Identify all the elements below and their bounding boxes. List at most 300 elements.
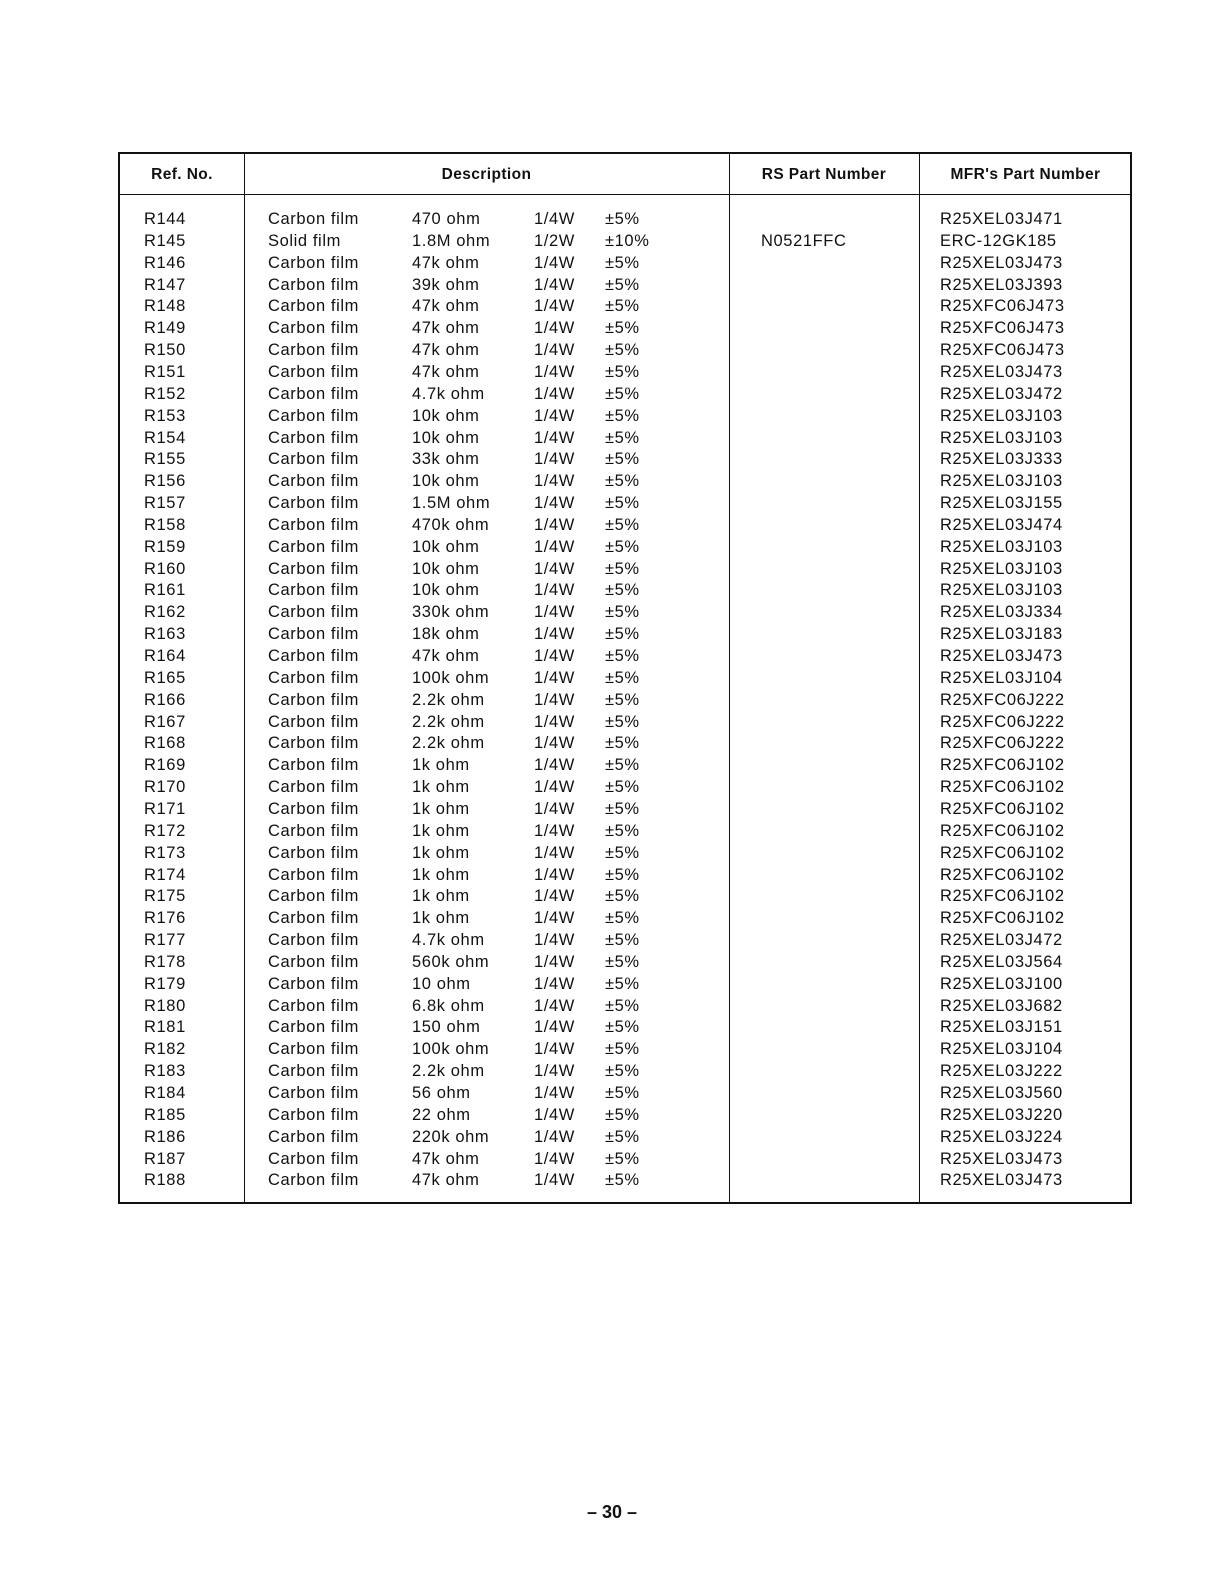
ref-no: R168: [144, 734, 186, 753]
table-row: [120, 625, 1130, 647]
wattage: 1/4W: [534, 494, 575, 513]
resistor-type: Carbon film: [268, 362, 359, 381]
wattage: 1/4W: [534, 515, 575, 534]
resistor-type: Carbon film: [268, 1171, 359, 1190]
table-row: [120, 975, 1130, 997]
tolerance: ±5%: [605, 537, 640, 556]
mfr-part-number: R25XEL03J471: [940, 210, 1063, 228]
ref-no: R151: [144, 362, 186, 381]
tolerance: ±5%: [605, 799, 640, 818]
mfr-part-number: R25XEL03J473: [940, 647, 1063, 665]
mfr-part-number: R25XEL03J103: [940, 559, 1063, 578]
wattage: 1/4W: [534, 1127, 575, 1146]
wattage: 1/4W: [534, 887, 575, 906]
table-row: [120, 560, 1130, 582]
resistance-value: 2.2k ohm: [412, 1062, 485, 1081]
resistor-type: Carbon film: [268, 1040, 359, 1059]
wattage: 1/4W: [534, 668, 575, 687]
resistor-type: Carbon film: [268, 275, 359, 294]
table-row: [120, 363, 1130, 385]
tolerance: ±5%: [605, 865, 640, 884]
resistor-type: Carbon film: [268, 472, 359, 491]
mfr-part-number: R25XFC06J102: [940, 865, 1065, 884]
ref-no: R163: [144, 625, 186, 644]
wattage: 1/4W: [534, 603, 575, 622]
table-row: [120, 385, 1130, 407]
ref-no: R169: [144, 756, 186, 775]
resistor-type: Carbon film: [268, 210, 359, 228]
mfr-part-number: R25XFC06J222: [940, 734, 1065, 753]
ref-no: R156: [144, 472, 186, 491]
tolerance: ±5%: [605, 952, 640, 971]
resistance-value: 150 ohm: [412, 1018, 481, 1037]
table-row: [120, 822, 1130, 844]
resistor-type: Carbon film: [268, 1062, 359, 1081]
parts-table: [118, 152, 1132, 1204]
resistance-value: 4.7k ohm: [412, 384, 485, 403]
mfr-part-number: R25XEL03J474: [940, 515, 1063, 534]
resistor-type: Carbon film: [268, 515, 359, 534]
tolerance: ±5%: [605, 210, 640, 228]
tolerance: ±5%: [605, 515, 640, 534]
table-row: [120, 254, 1130, 276]
resistor-type: Solid film: [268, 231, 341, 250]
resistance-value: 1k ohm: [412, 865, 470, 884]
resistor-type: Carbon film: [268, 537, 359, 556]
resistor-type: Carbon film: [268, 821, 359, 840]
resistor-type: Carbon film: [268, 647, 359, 665]
wattage: 1/4W: [534, 581, 575, 600]
ref-no: R160: [144, 559, 186, 578]
wattage: 1/4W: [534, 647, 575, 665]
table-row: [120, 319, 1130, 341]
tolerance: ±5%: [605, 1084, 640, 1102]
ref-no: R162: [144, 603, 186, 622]
tolerance: ±5%: [605, 450, 640, 469]
mfr-part-number: R25XEL03J100: [940, 974, 1063, 993]
wattage: 1/4W: [534, 1149, 575, 1168]
resistance-value: 220k ohm: [412, 1127, 490, 1146]
mfr-part-number: R25XEL03J103: [940, 428, 1063, 447]
tolerance: ±5%: [605, 1040, 640, 1059]
wattage: 1/4W: [534, 297, 575, 316]
mfr-part-number: R25XEL03J564: [940, 952, 1063, 971]
tolerance: ±5%: [605, 559, 640, 578]
ref-no: R166: [144, 690, 186, 709]
mfr-part-number: R25XFC06J102: [940, 843, 1065, 862]
ref-no: R150: [144, 341, 186, 360]
wattage: 1/4W: [534, 734, 575, 753]
table-row: [120, 691, 1130, 713]
table-row: [120, 866, 1130, 888]
tolerance: ±5%: [605, 1062, 640, 1081]
table-row: [120, 232, 1130, 254]
wattage: 1/4W: [534, 450, 575, 469]
tolerance: ±5%: [605, 275, 640, 294]
table-row: [120, 450, 1130, 472]
tolerance: ±10%: [605, 231, 650, 250]
wattage: 1/4W: [534, 712, 575, 731]
mfr-part-number: R25XFC06J102: [940, 778, 1065, 797]
mfr-part-number: R25XFC06J473: [940, 319, 1065, 338]
wattage: 1/4W: [534, 843, 575, 862]
table-row: [120, 1150, 1130, 1172]
tolerance: ±5%: [605, 974, 640, 993]
mfr-part-number: R25XFC06J222: [940, 690, 1065, 709]
wattage: 1/4W: [534, 1040, 575, 1059]
resistance-value: 1.5M ohm: [412, 494, 491, 513]
tolerance: ±5%: [605, 253, 640, 272]
ref-no: R145: [144, 231, 186, 250]
tolerance: ±5%: [605, 341, 640, 360]
resistance-value: 47k ohm: [412, 1171, 480, 1190]
ref-no: R170: [144, 778, 186, 797]
tolerance: ±5%: [605, 931, 640, 950]
resistance-value: 10k ohm: [412, 537, 480, 556]
tolerance: ±5%: [605, 1149, 640, 1168]
wattage: 1/4W: [534, 996, 575, 1015]
table-row: [120, 800, 1130, 822]
resistor-type: Carbon film: [268, 253, 359, 272]
table-row: [120, 778, 1130, 800]
mfr-part-number: R25XEL03J560: [940, 1084, 1063, 1102]
table-row: [120, 297, 1130, 319]
mfr-part-number: R25XEL03J473: [940, 1149, 1063, 1168]
tolerance: ±5%: [605, 362, 640, 381]
tolerance: ±5%: [605, 843, 640, 862]
ref-no: R171: [144, 799, 186, 818]
mfr-part-number: R25XEL03J104: [940, 668, 1063, 687]
mfr-part-number: R25XFC06J473: [940, 297, 1065, 316]
resistance-value: 10 ohm: [412, 974, 471, 993]
resistance-value: 1k ohm: [412, 799, 470, 818]
resistance-value: 47k ohm: [412, 319, 480, 338]
tolerance: ±5%: [605, 1105, 640, 1124]
resistance-value: 6.8k ohm: [412, 996, 485, 1015]
header-mfr-part-number: MFR's Part Number: [950, 166, 1101, 183]
resistance-value: 1k ohm: [412, 887, 470, 906]
ref-no: R175: [144, 887, 186, 906]
ref-no: R154: [144, 428, 186, 447]
wattage: 1/4W: [534, 537, 575, 556]
mfr-part-number: R25XFC06J102: [940, 887, 1065, 906]
table-row: [120, 669, 1130, 691]
resistor-type: Carbon film: [268, 931, 359, 950]
table-row: [120, 494, 1130, 516]
ref-no: R184: [144, 1084, 186, 1102]
tolerance: ±5%: [605, 996, 640, 1015]
resistor-type: Carbon film: [268, 319, 359, 338]
resistor-type: Carbon film: [268, 865, 359, 884]
table-row: [120, 756, 1130, 778]
resistance-value: 4.7k ohm: [412, 931, 485, 950]
tolerance: ±5%: [605, 647, 640, 665]
mfr-part-number: R25XEL03J103: [940, 472, 1063, 491]
tolerance: ±5%: [605, 581, 640, 600]
resistance-value: 1k ohm: [412, 843, 470, 862]
ref-no: R183: [144, 1062, 186, 1081]
tolerance: ±5%: [605, 1018, 640, 1037]
table-row: [120, 953, 1130, 975]
tolerance: ±5%: [605, 690, 640, 709]
table-row: [120, 603, 1130, 625]
ref-no: R173: [144, 843, 186, 862]
resistance-value: 47k ohm: [412, 253, 480, 272]
tolerance: ±5%: [605, 909, 640, 928]
ref-no: R153: [144, 406, 186, 425]
wattage: 1/4W: [534, 428, 575, 447]
mfr-part-number: R25XEL03J183: [940, 625, 1063, 644]
ref-no: R174: [144, 865, 186, 884]
resistor-type: Carbon film: [268, 1127, 359, 1146]
resistance-value: 10k ohm: [412, 406, 480, 425]
resistance-value: 1k ohm: [412, 821, 470, 840]
mfr-part-number: R25XFC06J102: [940, 799, 1065, 818]
table-row: [120, 734, 1130, 756]
resistor-type: Carbon film: [268, 887, 359, 906]
resistor-type: Carbon film: [268, 974, 359, 993]
resistor-type: Carbon film: [268, 1105, 359, 1124]
table-row: [120, 909, 1130, 931]
ref-no: R167: [144, 712, 186, 731]
table-row: [120, 1040, 1130, 1062]
table-row: [120, 538, 1130, 560]
resistor-type: Carbon film: [268, 384, 359, 403]
resistor-type: Carbon film: [268, 909, 359, 928]
resistance-value: 47k ohm: [412, 297, 480, 316]
resistance-value: 22 ohm: [412, 1105, 471, 1124]
table-row: [120, 210, 1130, 232]
mfr-part-number: R25XEL03J103: [940, 537, 1063, 556]
resistance-value: 2.2k ohm: [412, 712, 485, 731]
table-row: [120, 581, 1130, 603]
wattage: 1/4W: [534, 756, 575, 775]
wattage: 1/4W: [534, 1084, 575, 1102]
resistor-type: Carbon film: [268, 756, 359, 775]
wattage: 1/4W: [534, 821, 575, 840]
tolerance: ±5%: [605, 384, 640, 403]
wattage: 1/4W: [534, 1171, 575, 1190]
wattage: 1/4W: [534, 952, 575, 971]
wattage: 1/4W: [534, 210, 575, 228]
tolerance: ±5%: [605, 494, 640, 513]
mfr-part-number: R25XEL03J224: [940, 1127, 1063, 1146]
ref-no: R159: [144, 537, 186, 556]
wattage: 1/4W: [534, 472, 575, 491]
ref-no: R185: [144, 1105, 186, 1124]
resistance-value: 1k ohm: [412, 756, 470, 775]
resistance-value: 1k ohm: [412, 909, 470, 928]
resistor-type: Carbon film: [268, 406, 359, 425]
wattage: 1/4W: [534, 931, 575, 950]
table-row: [120, 1062, 1130, 1084]
wattage: 1/4W: [534, 559, 575, 578]
header-rs-part-number: RS Part Number: [761, 166, 887, 183]
resistor-type: Carbon film: [268, 603, 359, 622]
ref-no: R149: [144, 319, 186, 338]
wattage: 1/4W: [534, 1018, 575, 1037]
resistor-type: Carbon film: [268, 1149, 359, 1168]
resistor-type: Carbon film: [268, 297, 359, 316]
table-row: [120, 341, 1130, 363]
tolerance: ±5%: [605, 472, 640, 491]
table-row: [120, 472, 1130, 494]
mfr-part-number: R25XFC06J222: [940, 712, 1065, 731]
resistance-value: 47k ohm: [412, 341, 480, 360]
wattage: 1/4W: [534, 253, 575, 272]
ref-no: R178: [144, 952, 186, 971]
mfr-part-number: R25XEL03J220: [940, 1105, 1063, 1124]
table-row: [120, 931, 1130, 953]
resistance-value: 100k ohm: [412, 668, 490, 687]
mfr-part-number: R25XEL03J104: [940, 1040, 1063, 1059]
rs-part-number: N0521FFC: [761, 231, 847, 250]
tolerance: ±5%: [605, 603, 640, 622]
table-row: [120, 1018, 1130, 1040]
resistance-value: 39k ohm: [412, 275, 480, 294]
resistance-value: 1.8M ohm: [412, 231, 491, 250]
ref-no: R186: [144, 1127, 186, 1146]
resistor-type: Carbon film: [268, 799, 359, 818]
ref-no: R155: [144, 450, 186, 469]
resistor-type: Carbon film: [268, 428, 359, 447]
wattage: 1/4W: [534, 362, 575, 381]
ref-no: R147: [144, 275, 186, 294]
wattage: 1/4W: [534, 319, 575, 338]
ref-no: R148: [144, 297, 186, 316]
resistance-value: 330k ohm: [412, 603, 490, 622]
table-row: [120, 516, 1130, 538]
resistor-type: Carbon film: [268, 559, 359, 578]
resistor-type: Carbon film: [268, 668, 359, 687]
wattage: 1/2W: [534, 231, 575, 250]
tolerance: ±5%: [605, 734, 640, 753]
wattage: 1/4W: [534, 384, 575, 403]
wattage: 1/4W: [534, 974, 575, 993]
tolerance: ±5%: [605, 406, 640, 425]
mfr-part-number: R25XFC06J102: [940, 756, 1065, 775]
resistance-value: 1k ohm: [412, 778, 470, 797]
mfr-part-number: R25XEL03J682: [940, 996, 1063, 1015]
table-row: [120, 997, 1130, 1019]
ref-no: R157: [144, 494, 186, 513]
mfr-part-number: R25XEL03J222: [940, 1062, 1063, 1081]
wattage: 1/4W: [534, 1062, 575, 1081]
resistor-type: Carbon film: [268, 450, 359, 469]
wattage: 1/4W: [534, 778, 575, 797]
ref-no: R172: [144, 821, 186, 840]
resistance-value: 18k ohm: [412, 625, 480, 644]
ref-no: R187: [144, 1149, 186, 1168]
resistance-value: 47k ohm: [412, 647, 480, 665]
resistance-value: 56 ohm: [412, 1084, 471, 1102]
resistance-value: 100k ohm: [412, 1040, 490, 1059]
resistor-type: Carbon film: [268, 952, 359, 971]
resistance-value: 47k ohm: [412, 1149, 480, 1168]
resistor-type: Carbon film: [268, 778, 359, 797]
ref-no: R176: [144, 909, 186, 928]
tolerance: ±5%: [605, 297, 640, 316]
resistor-type: Carbon film: [268, 996, 359, 1015]
wattage: 1/4W: [534, 690, 575, 709]
ref-no: R158: [144, 515, 186, 534]
resistance-value: 47k ohm: [412, 362, 480, 381]
mfr-part-number: R25XEL03J473: [940, 362, 1063, 381]
resistance-value: 10k ohm: [412, 428, 480, 447]
resistor-type: Carbon film: [268, 1084, 359, 1102]
tolerance: ±5%: [605, 1171, 640, 1190]
resistor-type: Carbon film: [268, 690, 359, 709]
table-row: [120, 407, 1130, 429]
resistance-value: 2.2k ohm: [412, 734, 485, 753]
tolerance: ±5%: [605, 756, 640, 775]
wattage: 1/4W: [534, 625, 575, 644]
mfr-part-number: R25XEL03J473: [940, 253, 1063, 272]
tolerance: ±5%: [605, 428, 640, 447]
table-row: [120, 1171, 1130, 1193]
wattage: 1/4W: [534, 275, 575, 294]
resistance-value: 470k ohm: [412, 515, 490, 534]
table-row: [120, 844, 1130, 866]
mfr-part-number: ERC-12GK185: [940, 231, 1057, 250]
tolerance: ±5%: [605, 319, 640, 338]
table-row: [120, 713, 1130, 735]
resistor-type: Carbon film: [268, 581, 359, 600]
tolerance: ±5%: [605, 668, 640, 687]
header-divider: [120, 194, 1130, 195]
wattage: 1/4W: [534, 406, 575, 425]
table-row: [120, 1084, 1130, 1106]
header-ref-no: Ref. No.: [151, 166, 213, 183]
tolerance: ±5%: [605, 887, 640, 906]
mfr-part-number: R25XEL03J473: [940, 1171, 1063, 1190]
mfr-part-number: R25XEL03J472: [940, 931, 1063, 950]
header-description: Description: [441, 166, 532, 183]
ref-no: R164: [144, 647, 186, 665]
wattage: 1/4W: [534, 909, 575, 928]
tolerance: ±5%: [605, 778, 640, 797]
ref-no: R144: [144, 210, 186, 228]
mfr-part-number: R25XEL03J472: [940, 384, 1063, 403]
ref-no: R161: [144, 581, 186, 600]
resistance-value: 470 ohm: [412, 210, 481, 228]
ref-no: R188: [144, 1171, 186, 1190]
mfr-part-number: R25XEL03J393: [940, 275, 1063, 294]
ref-no: R180: [144, 996, 186, 1015]
resistor-type: Carbon film: [268, 734, 359, 753]
tolerance: ±5%: [605, 712, 640, 731]
resistance-value: 10k ohm: [412, 559, 480, 578]
resistance-value: 560k ohm: [412, 952, 490, 971]
tolerance: ±5%: [605, 625, 640, 644]
wattage: 1/4W: [534, 341, 575, 360]
resistor-type: Carbon film: [268, 843, 359, 862]
table-row: [120, 1128, 1130, 1150]
resistance-value: 2.2k ohm: [412, 690, 485, 709]
table-row: [120, 647, 1130, 669]
resistor-type: Carbon film: [268, 494, 359, 513]
resistor-type: Carbon film: [268, 625, 359, 644]
mfr-part-number: R25XEL03J334: [940, 603, 1063, 622]
wattage: 1/4W: [534, 1105, 575, 1124]
wattage: 1/4W: [534, 865, 575, 884]
resistor-type: Carbon film: [268, 341, 359, 360]
ref-no: R182: [144, 1040, 186, 1059]
resistance-value: 10k ohm: [412, 472, 480, 491]
resistance-value: 33k ohm: [412, 450, 480, 469]
page-number: – 30 –: [586, 1502, 638, 1522]
table-row: [120, 429, 1130, 451]
